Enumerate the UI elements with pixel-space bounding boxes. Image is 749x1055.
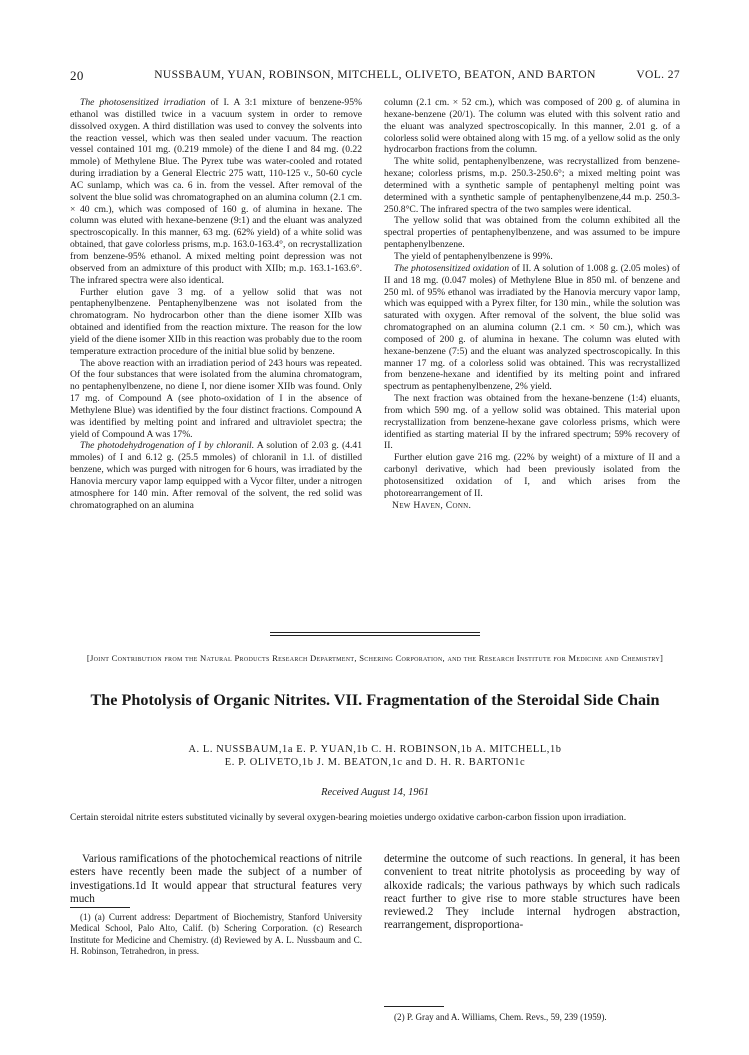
paragraph: Various ramifications of the photochemical reactions of nitrile esters have recently been made the subject of a number of investigations.1d It would appear that structural features very much xyxy=(70,853,362,905)
received-date: Received August 14, 1961 xyxy=(321,787,429,798)
volume-label: VOL. 27 xyxy=(636,69,680,81)
footnote: (2) P. Gray and A. Williams, Chem. Revs., 59, 239 (1959). xyxy=(394,1012,607,1022)
right-column xyxy=(384,97,680,512)
abstract: Certain steroidal nitrite esters substituted vicinally by several oxygen-bearing moieties undergo oxidative carbon-carbon fission upon irradiation. xyxy=(70,812,627,823)
section-divider xyxy=(270,635,480,636)
paragraph: The above reaction with an irradiation period of 243 hours was repeated. Of the four substances that were isolated from the alumina chromatogram, no pentaphenylbenzene, no diene I, nor diene isomer XIIb was found. Only 17 mg. of Compound A (see photo-oxidation of I in the absence of Methylene Blue) was identified by the four distinct fractions. Compound A was identified by melting point and infrared and ultraviolet spectra; the yield of Compound A was 17%. xyxy=(70,357,362,440)
contribution-note: [Joint Contribution from the Natural Products Research Department, Schering Corporation, and the Research Institute for Medicine and Chemistry] xyxy=(86,653,664,663)
left-column xyxy=(70,97,362,512)
paragraph: determine the outcome of such reactions. In general, it has been convenient to treat nitrite photolysis as proceeding by way of alkoxide radicals; the various pathways by which such radicals react further to give rise to more stable structures have been reviewed.2 They include internal hydrogen abstraction, rearrangement, disproportiona- xyxy=(384,853,680,932)
footnote-rule xyxy=(384,1006,444,1007)
section-divider xyxy=(270,632,480,633)
footnote-rule xyxy=(70,907,130,908)
running-authors: NUSSBAUM, YUAN, ROBINSON, MITCHELL, OLIVETO, BEATON, AND BARTON xyxy=(154,69,596,81)
paragraph: Further elution gave 3 mg. of a yellow solid that was not pentaphenylbenzene. Pentaphenylbenzene was not isolated from the chromatogram. No hydrocarbon other than the diene isomer XIIb was obtained and identified from the reaction mixture. The reason for the low yield of the diene isomer XIIb in this reaction was probably due to the room temperature extraction procedure of the initial blue solid by benzene. xyxy=(70,286,363,357)
paragraph: The photosensitized irradiation of I. A 3:1 mixture of benzene-95% ethanol was distilled twice in a vacuum system in order to remove dissolved oxygen. A third distillation was used to convey the solvents into the reaction vessel, which was then sealed under vacuum. The reaction vessel contained 101 mg. (0.219 mmole) of the diene I and 84 mg. (0.22 mmole) of Methylene Blue. The Pyrex tube was water-cooled and rotated during irradiation by a General Electric 275 watt, 110-125 v., 50-60 cycle AC sunlamp, which was ca. 6 in. from the vessel. After removal of the solvent the blue solid was chromatographed on an alumina column (2.1 cm. × 40 cm.), which was composed of 160 g. of alumina in hexane. The column was eluted with hexane-benzene (9:1) and the eluant was analyzed spectroscopically. In this manner, 63 mg. (62% yield) of a white solid was obtained, that gave colorless prisms, m.p. 163.0-163.4°, on recrystallization from benzene-95% ethanol. A mixed melting point depression was not observed from an admixture of this product with XIIb; m.p. 163.1-163.6°. The infrared spectra were also identical. xyxy=(70,97,362,286)
body-right-column xyxy=(384,853,680,933)
paragraph: The next fraction was obtained from the hexane-benzene (1:4) eluants, from which 590 mg. of a yellow solid was obtained. This material upon recrystallization from benzene-hexane gave colorless prisms, which were identified as starting material II by the infrared spectrum; 59% recovery of II. xyxy=(384,393,680,452)
paragraph: The yield of pentaphenylbenzene is 99%. xyxy=(394,250,553,262)
paragraph: Further elution gave 216 mg. (22% by weight) of a mixture of II and a carbonyl derivative, which had been previously isolated from the photosensitized oxidation of I, and which arises from the photorearrangement of II. xyxy=(384,452,680,499)
article-title: The Photolysis of Organic Nitrites. VII. Fragmentation of the Steroidal Side Chain xyxy=(90,691,660,709)
paragraph: The white solid, pentaphenylbenzene, was recrystallized from benzene-hexane; colorless prisms, m.p. 250.3-250.6°; a mixed melting point was determined with a synthetic sample of pentaphenyl melting point was determined with a synthetic sample of pentaphenylbenzene,44 m.p. 250.3-250.8°C. The infrared spectra of the two samples were identical. xyxy=(384,156,680,215)
footnote: (1) (a) Current address: Department of Biochemistry, Stanford University Medical School, Palo Alto, Calif. (b) Schering Corporation. (c) Research Institute for Medicine and Chemistry. (d) Reviewed by A. L. Nussbaum and C. H. Robinson, Tetrahedron, in press. xyxy=(70,912,362,957)
running-header xyxy=(70,68,680,84)
author-line: E. P. OLIVETO,1b J. M. BEATON,1c and D. H. R. BARTON1c xyxy=(224,757,526,768)
body-left-column xyxy=(70,853,362,906)
page-number: 20 xyxy=(70,68,84,83)
signature-location: New Haven, Conn. xyxy=(392,499,472,511)
author-line: A. L. NUSSBAUM,1a E. P. YUAN,1b C. H. ROBINSON,1b A. MITCHELL,1b xyxy=(188,744,562,755)
paragraph: The photodehydrogenation of I by chloranil. A solution of 2.03 g. (4.41 mmoles) of I and 6.12 g. (25.5 mmoles) of chloranil in 1.l. of distilled benzene, which was purged with nitrogen for 6 hours, was irradiated by the Hanovia mercury vapor lamp equipped with a Vycor filter, under a nitrogen atmosphere for 140 min. After removal of the solvent, the red solid was chromatographed on an alumina xyxy=(70,440,362,511)
paragraph: column (2.1 cm. × 52 cm.), which was composed of 200 g. of alumina in hexane-benzene (20/1). The column was eluted with this solvent ratio and the eluant was analyzed spectroscopically. In this manner, 2.01 g. of a colorless solid were obtained along with 15 mg. of a yellow solid as the only hydrocarbon fractions from the column. xyxy=(384,97,680,156)
author-list xyxy=(70,743,680,769)
paragraph: The yellow solid that was obtained from the column exhibited all the spectral properties of pentaphenylbenzene, and was assumed to be impure pentaphenylbenzene. xyxy=(384,215,680,251)
paragraph: The photosensitized oxidation of II. A solution of 1.008 g. (2.05 moles) of II and 18 mg. (0.047 moles) of Methylene Blue in 850 ml. of benzene and 250 ml. of 95% ethanol was irradiated by the Hanovia mercury vapor lamp, which was equipped with a Pyrex filter, for 130 min., while the solution was saturated with oxygen. After removal of the solvent, the blue solid was chromatographed on an alumina column (2.1 cm. × 50 cm.), which was composed of 200 g. of alumina in hexane. The column was eluted with hexane-benzene (7:5) and the eluant was analyzed spectroscopically. In this manner 17 mg. of a colorless solid was obtained. This was recrystallized from benzene-hexane and identified by its melting point and infrared spectrum as pentaphenylbenzene, 2% yield. xyxy=(384,262,680,393)
